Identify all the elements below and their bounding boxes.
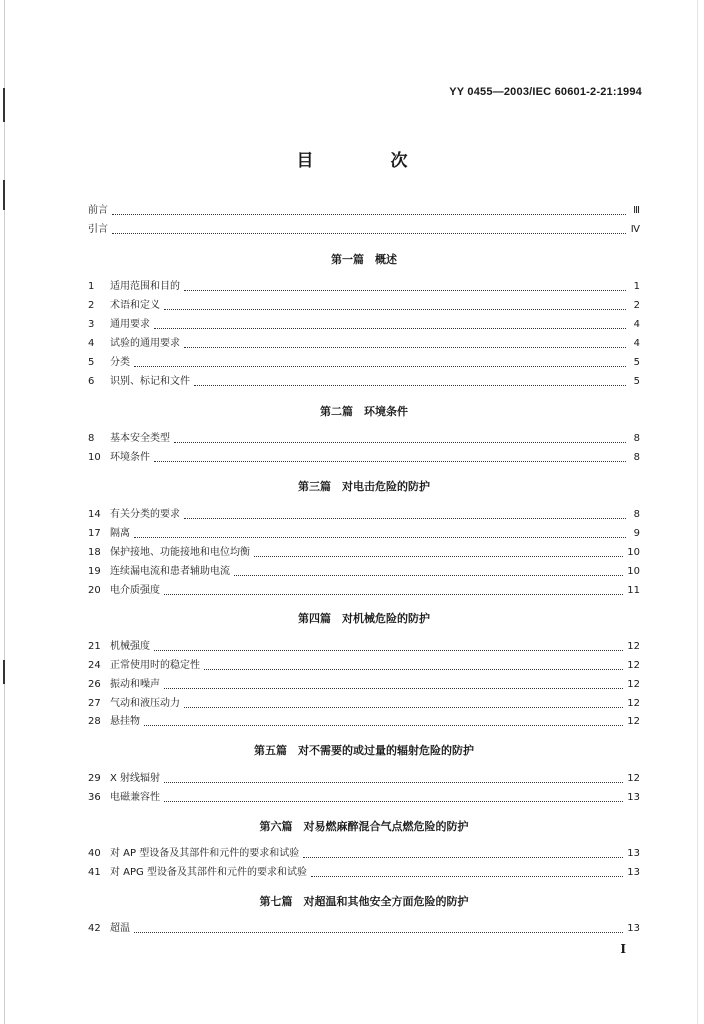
toc-entry[interactable] xyxy=(88,316,640,332)
page-number: I xyxy=(620,942,626,956)
toc-entry-number: 1 xyxy=(88,281,95,292)
toc-entry-number: 14 xyxy=(88,509,101,520)
toc-entry-number: 20 xyxy=(88,585,101,596)
toc-entry-label: 前言 xyxy=(88,205,108,216)
toc-entry[interactable] xyxy=(88,373,640,389)
part-heading: 第一篇 概述 xyxy=(331,253,397,266)
toc-entry-page: 8 xyxy=(633,509,640,520)
part-heading: 第三篇 对电击危险的防护 xyxy=(298,480,430,493)
toc-entry-page: 4 xyxy=(633,338,640,349)
leader-dots xyxy=(154,461,626,462)
toc-entry-label: 超温 xyxy=(110,923,130,934)
toc-entry[interactable] xyxy=(88,525,640,541)
toc-entry-label: 连续漏电流和患者辅助电流 xyxy=(110,566,230,577)
toc-entry-label: 保护接地、功能接地和电位均衡 xyxy=(110,547,250,558)
toc-entry-number: 19 xyxy=(88,566,101,577)
page-title: 目 次 xyxy=(296,151,438,171)
leader-dots xyxy=(164,309,626,310)
leader-dots xyxy=(164,801,623,802)
toc-entry[interactable] xyxy=(88,657,640,673)
toc-entry-label: 正常使用时的稳定性 xyxy=(110,660,200,671)
toc-entry-page: 13 xyxy=(627,867,640,878)
toc-entry-page: 5 xyxy=(633,376,640,387)
toc-entry-page: 9 xyxy=(633,528,640,539)
scan-mark xyxy=(3,180,5,210)
toc-entry-label: 机械强度 xyxy=(110,641,150,652)
leader-dots xyxy=(154,650,623,651)
part-heading: 第二篇 环境条件 xyxy=(320,405,408,418)
toc-entry[interactable] xyxy=(88,770,640,786)
toc-entry[interactable] xyxy=(88,695,640,711)
toc-entry-number: 21 xyxy=(88,641,101,652)
toc-entry-number: 41 xyxy=(88,867,101,878)
toc-entry-page: 4 xyxy=(633,319,640,330)
leader-dots xyxy=(184,707,623,708)
toc-entry-number: 2 xyxy=(88,300,95,311)
toc-entry-page: 12 xyxy=(627,716,640,727)
toc-entry-page: 12 xyxy=(627,698,640,709)
leader-dots xyxy=(194,385,626,386)
toc-entry[interactable] xyxy=(88,506,640,522)
leader-dots xyxy=(303,857,623,858)
toc-entry[interactable] xyxy=(88,354,640,370)
toc-entry[interactable] xyxy=(88,845,640,861)
part-heading: 第七篇 对超温和其他安全方面危险的防护 xyxy=(259,895,469,908)
toc-entry-number: 26 xyxy=(88,679,101,690)
leader-dots xyxy=(164,688,623,689)
toc-entry-number: 6 xyxy=(88,376,95,387)
toc-entry-page: 8 xyxy=(633,433,640,444)
toc-entry-label: 有关分类的要求 xyxy=(110,509,180,520)
toc-entry-page: 5 xyxy=(633,357,640,368)
leader-dots xyxy=(234,575,623,576)
toc-entry-label: 适用范围和目的 xyxy=(110,281,180,292)
scan-mark xyxy=(3,88,5,122)
toc-entry-label: 隔离 xyxy=(110,528,130,539)
toc-entry-page: 12 xyxy=(627,679,640,690)
toc-entry-label: 悬挂物 xyxy=(110,716,140,727)
toc-entry-number: 10 xyxy=(88,452,101,463)
leader-dots xyxy=(144,725,623,726)
leader-dots xyxy=(164,594,623,595)
toc-entry-label: 引言 xyxy=(88,224,108,235)
toc-entry[interactable] xyxy=(88,563,640,579)
toc-entry-page: 12 xyxy=(627,773,640,784)
toc-entry[interactable] xyxy=(88,544,640,560)
standard-code: YY 0455—2003/IEC 60601-2-21:1994 xyxy=(449,86,642,98)
toc-entry[interactable] xyxy=(88,920,640,936)
toc-entry-preface[interactable] xyxy=(88,202,640,218)
toc-entry-label: 气动和液压动力 xyxy=(110,698,180,709)
toc-entry-page: 10 xyxy=(627,547,640,558)
leader-dots xyxy=(134,366,626,367)
toc-entry[interactable] xyxy=(88,864,640,880)
toc-entry-number: 36 xyxy=(88,792,101,803)
toc-entry-label: 分类 xyxy=(110,357,130,368)
toc-entry-page: 13 xyxy=(627,923,640,934)
toc-entry[interactable] xyxy=(88,713,640,729)
toc-entry[interactable] xyxy=(88,676,640,692)
toc-entry-label: 识别、标记和文件 xyxy=(110,376,190,387)
part-heading: 第六篇 对易燃麻醉混合气点燃危险的防护 xyxy=(259,820,469,833)
toc-entry-label: 试验的通用要求 xyxy=(110,338,180,349)
part-heading: 第五篇 对不需要的或过量的辐射危险的防护 xyxy=(254,744,474,757)
toc-entry[interactable] xyxy=(88,582,640,598)
toc-entry-label: 通用要求 xyxy=(110,319,150,330)
toc-entry-page: 1 xyxy=(633,281,640,292)
toc-entry[interactable] xyxy=(88,430,640,446)
toc-entry-number: 8 xyxy=(88,433,95,444)
leader-dots xyxy=(154,328,626,329)
toc-entry-number: 27 xyxy=(88,698,101,709)
toc-entry-page: Ⅲ xyxy=(633,205,640,216)
leader-dots xyxy=(311,876,623,877)
toc-entry-page: 10 xyxy=(627,566,640,577)
leader-dots xyxy=(112,233,626,234)
toc-entry-page: 12 xyxy=(627,660,640,671)
leader-dots xyxy=(254,556,623,557)
toc-entry-page: 11 xyxy=(627,585,640,596)
toc-entry[interactable] xyxy=(88,638,640,654)
toc-entry-page: 8 xyxy=(633,452,640,463)
toc-entry-label: 环境条件 xyxy=(110,452,150,463)
toc-entry-number: 28 xyxy=(88,716,101,727)
leader-dots xyxy=(184,347,626,348)
toc-entry-label: X 射线辐射 xyxy=(110,773,161,784)
toc-entry-label: 对 AP 型设备及其部件和元件的要求和试验 xyxy=(110,848,300,859)
toc-entry-number: 42 xyxy=(88,923,101,934)
leader-dots xyxy=(134,537,626,538)
toc-entry-introduction[interactable] xyxy=(88,221,640,237)
toc-entry-number: 17 xyxy=(88,528,101,539)
leader-dots xyxy=(174,442,626,443)
toc-entry-page: 13 xyxy=(627,792,640,803)
toc-entry[interactable] xyxy=(88,278,640,294)
scan-mark xyxy=(3,660,5,684)
toc-entry-label: 振动和噪声 xyxy=(110,679,160,690)
toc-entry-number: 18 xyxy=(88,547,101,558)
toc-entry-number: 24 xyxy=(88,660,101,671)
toc-entry-page: 12 xyxy=(627,641,640,652)
toc-entry[interactable] xyxy=(88,789,640,805)
leader-dots xyxy=(164,782,623,783)
toc-entry[interactable] xyxy=(88,449,640,465)
leader-dots xyxy=(112,214,626,215)
leader-dots xyxy=(134,932,623,933)
toc-entry-number: 3 xyxy=(88,319,95,330)
toc-entry-page: Ⅳ xyxy=(630,224,640,235)
toc-entry-label: 基本安全类型 xyxy=(110,433,170,444)
leader-dots xyxy=(204,669,623,670)
toc-entry-label: 电介质强度 xyxy=(110,585,160,596)
toc-entry-page: 2 xyxy=(633,300,640,311)
toc-entry-number: 4 xyxy=(88,338,95,349)
toc-entry[interactable] xyxy=(88,297,640,313)
toc-entry-label: 电磁兼容性 xyxy=(110,792,160,803)
toc-entry-number: 40 xyxy=(88,848,101,859)
leader-dots xyxy=(184,518,626,519)
toc-entry-label: 对 APG 型设备及其部件和元件的要求和试验 xyxy=(110,867,307,878)
leader-dots xyxy=(184,290,626,291)
toc-entry-number: 5 xyxy=(88,357,95,368)
part-heading: 第四篇 对机械危险的防护 xyxy=(298,612,430,625)
toc-entry-label: 术语和定义 xyxy=(110,300,160,311)
toc-entry-number: 29 xyxy=(88,773,101,784)
toc-entry[interactable] xyxy=(88,335,640,351)
toc-entry-page: 13 xyxy=(627,848,640,859)
